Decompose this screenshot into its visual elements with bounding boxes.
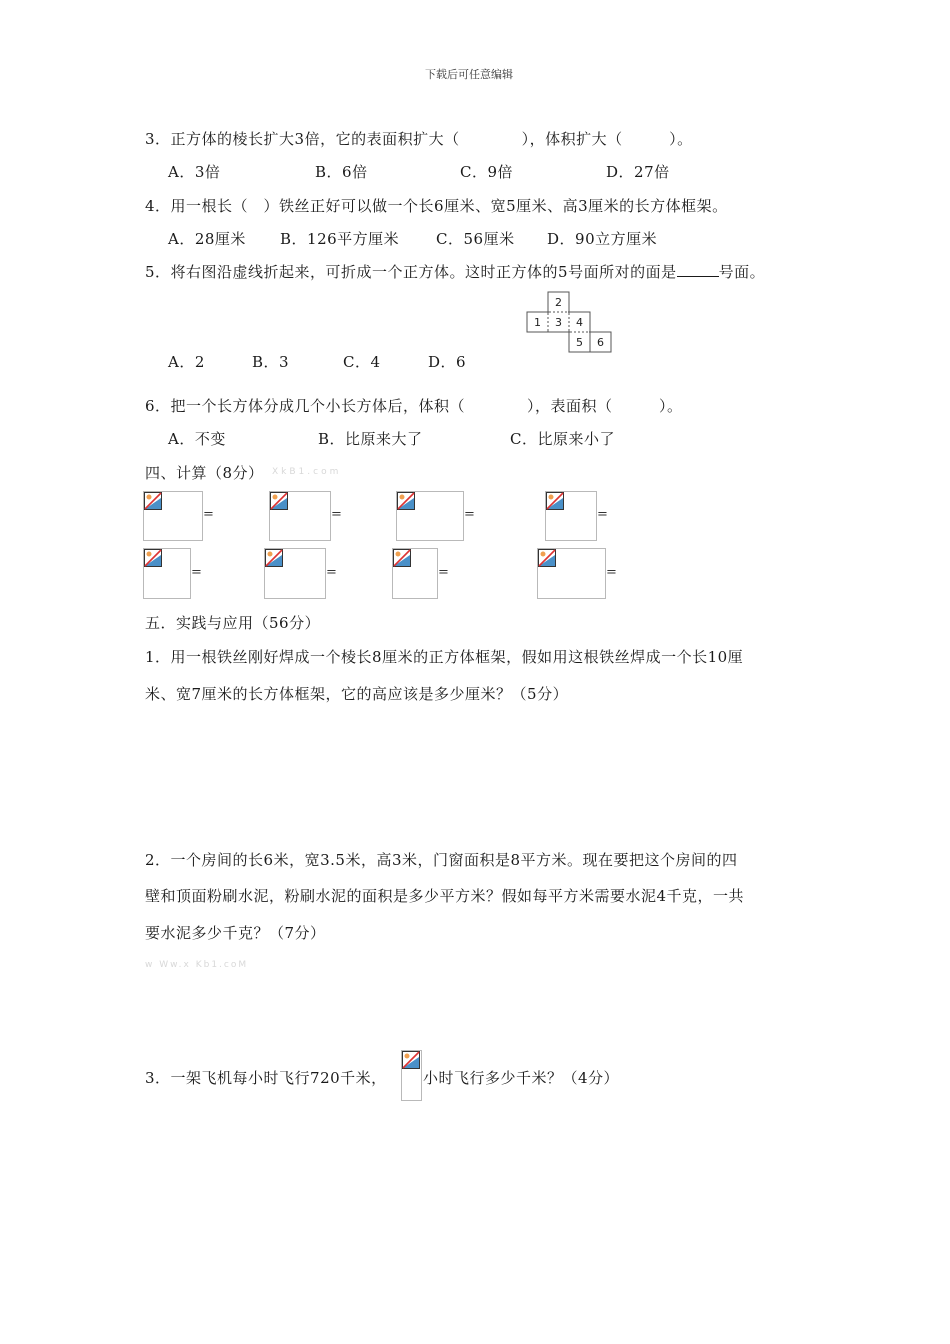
problem-2-line-2: 壁和顶面粉刷水泥，粉刷水泥的面积是多少平方米？假如每平方米需要水泥4千克，一共 [145, 887, 745, 905]
equals-sign: = [438, 565, 449, 580]
question-4-option-b: B．126平方厘米 [280, 230, 400, 248]
broken-image-icon [397, 492, 415, 510]
watermark-text: XkB1.com [272, 467, 342, 477]
net-label-5: 5 [576, 336, 583, 349]
page-header: 下载后可任意编辑 [425, 68, 513, 81]
equals-sign: = [464, 507, 475, 522]
watermark-text-2: w Ww.x Kb1.coM [145, 960, 249, 970]
problem-2-line-3: 要水泥多少千克？（7分） [145, 924, 326, 942]
formula-image-6 [264, 548, 326, 599]
net-label-2: 2 [555, 296, 562, 309]
formula-image-5 [143, 548, 191, 599]
problem-2-line-1: 2．一个房间的长6米，宽3.5米，高3米，门窗面积是8平方米。现在要把这个房间的四 [145, 851, 738, 869]
net-label-3: 3 [555, 316, 562, 329]
question-6-option-c: C．比原来小了 [510, 430, 615, 448]
formula-image-3 [396, 491, 464, 541]
formula-image-1 [143, 491, 203, 541]
question-3-option-c: C．9倍 [460, 163, 514, 181]
question-3-option-b: B．6倍 [315, 163, 368, 181]
broken-image-icon [144, 492, 162, 510]
net-label-6: 6 [597, 336, 604, 349]
broken-image-icon [393, 549, 411, 567]
question-5-text [145, 261, 765, 282]
question-4-option-a: A．28厘米 [168, 230, 246, 248]
cube-net-figure [526, 291, 612, 353]
question-6-option-b: B．比原来大了 [318, 430, 423, 448]
equals-sign: = [326, 565, 337, 580]
formula-image-2 [269, 491, 331, 541]
question-3-option-d: D．27倍 [606, 163, 670, 181]
net-label-4: 4 [576, 316, 583, 329]
question-5-option-a: A．2 [168, 353, 205, 371]
fraction-image [401, 1050, 422, 1101]
equals-sign: = [606, 565, 617, 580]
question-4-text: 4．用一根长（ ）铁丝正好可以做一个长6厘米、宽5厘米、高3厘米的长方体框架。 [145, 197, 728, 215]
question-5-option-b: B．3 [252, 353, 290, 371]
answer-blank[interactable] [677, 275, 719, 277]
question-3-option-a: A．3倍 [168, 163, 221, 181]
broken-image-icon [538, 549, 556, 567]
broken-image-icon [144, 549, 162, 567]
broken-image-icon [270, 492, 288, 510]
question-5-text-before: 5．将右图沿虚线折起来，可折成一个正方体。这时正方体的5号面所对的面是 [145, 263, 677, 281]
broken-image-icon [546, 492, 564, 510]
question-3-text: 3．正方体的棱长扩大3倍，它的表面积扩大（ ），体积扩大（ ）。 [145, 130, 693, 148]
problem-1-line-2: 米、宽7厘米的长方体框架，它的高应该是多少厘米？（5分） [145, 685, 569, 703]
formula-image-8 [537, 548, 606, 599]
broken-image-icon [402, 1051, 420, 1069]
section-4-title: 四、计算（8分） [145, 464, 264, 482]
equals-sign: = [597, 507, 608, 522]
problem-1-line-1: 1．用一根铁丝刚好焊成一个棱长8厘米的正方体框架，假如用这根铁丝焊成一个长10厘 [145, 648, 744, 666]
equals-sign: = [191, 565, 202, 580]
formula-image-4 [545, 491, 597, 541]
question-5-option-d: D．6 [428, 353, 467, 371]
broken-image-icon [265, 549, 283, 567]
question-4-option-d: D．90立方厘米 [547, 230, 658, 248]
question-6-text: 6．把一个长方体分成几个小长方体后，体积（ ），表面积（ ）。 [145, 397, 683, 415]
question-5-text-after: 号面。 [718, 263, 766, 281]
formula-image-7 [392, 548, 438, 599]
section-5-title: 五．实践与应用（56分） [145, 614, 321, 632]
question-6-option-a: A．不变 [168, 430, 226, 448]
net-label-1: 1 [534, 316, 541, 329]
question-5-option-c: C．4 [343, 353, 381, 371]
equals-sign: = [203, 507, 214, 522]
problem-3-text-after: 小时飞行多少千米？（4分） [423, 1069, 620, 1087]
equals-sign: = [331, 507, 342, 522]
problem-3-text-before: 3．一架飞机每小时飞行720千米， [145, 1069, 387, 1087]
question-4-option-c: C．56厘米 [436, 230, 515, 248]
